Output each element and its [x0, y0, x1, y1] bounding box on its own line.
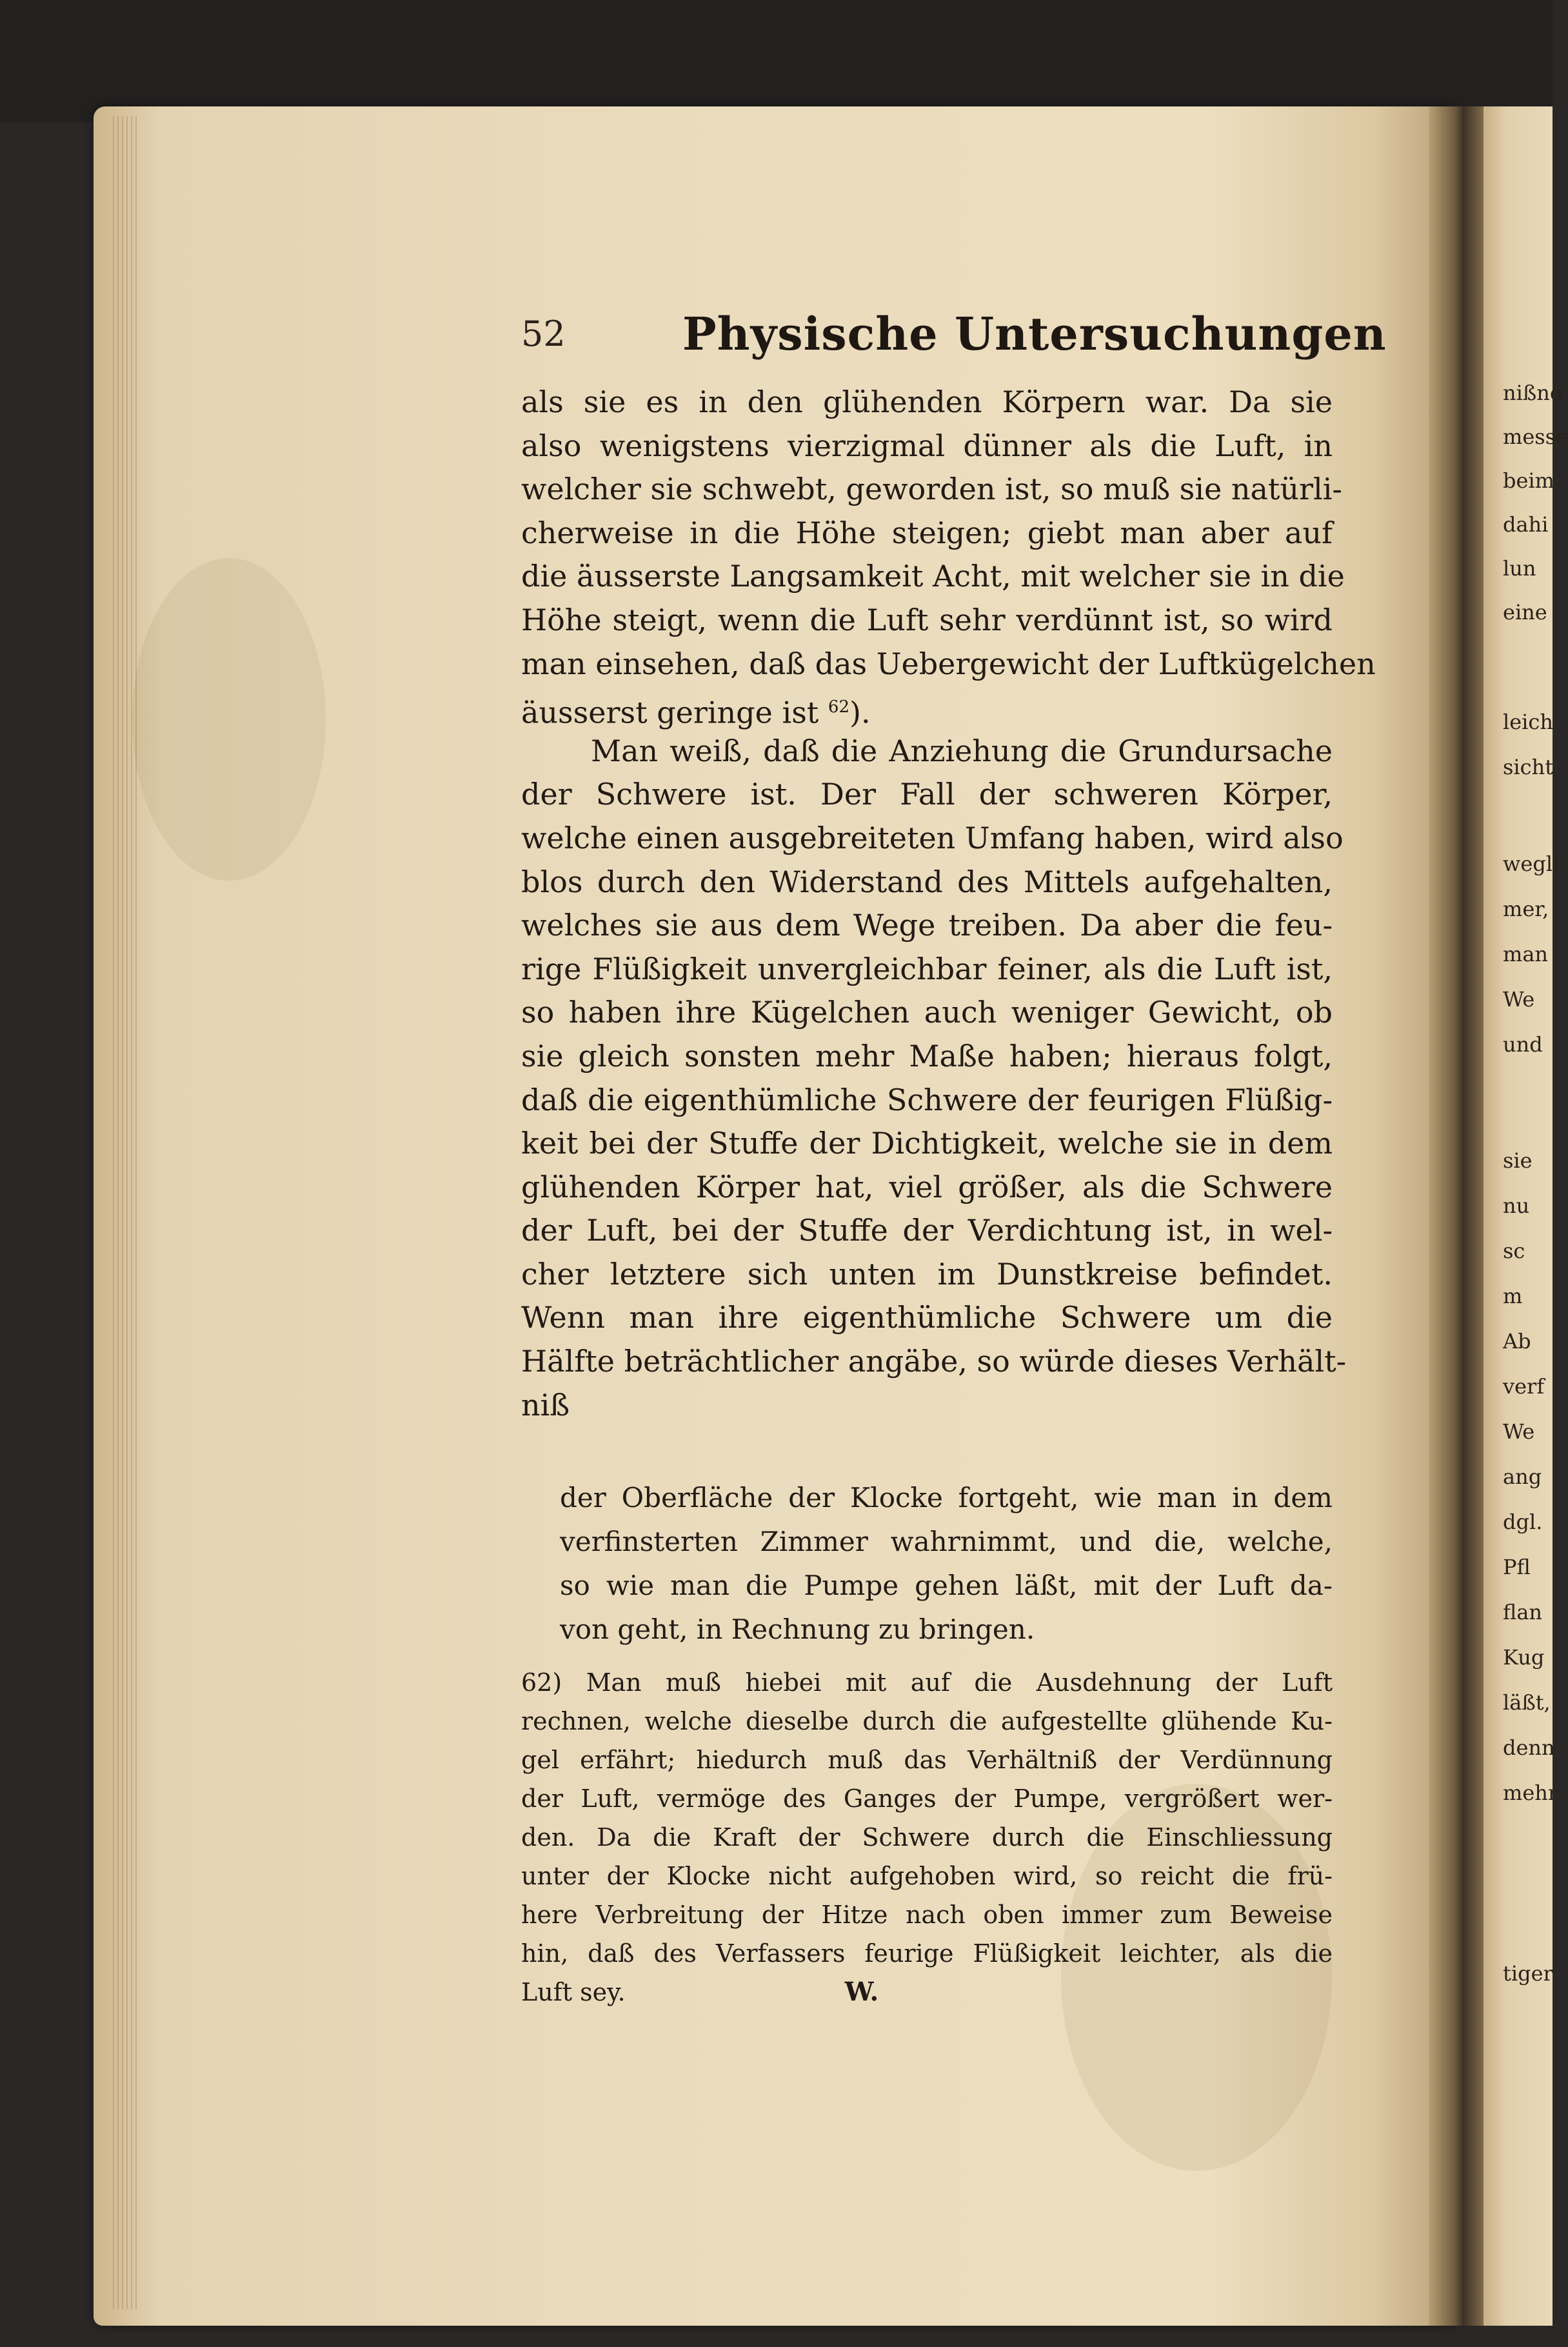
running-head: Physische Untersuchungen [682, 307, 1387, 361]
margin-fragment: und [1503, 1032, 1543, 1057]
margin-fragment: messe [1503, 424, 1568, 449]
margin-fragment: We [1503, 1419, 1535, 1444]
footnote-line: 62) Man muß hiebei mit auf die Ausdehnung der Luft [521, 1668, 1333, 1697]
margin-fragment: verf [1503, 1374, 1545, 1399]
margin-fragment: mer, [1503, 897, 1549, 921]
margin-fragment: tiger [1503, 1961, 1553, 1986]
margin-fragment: nu [1503, 1193, 1530, 1218]
text-line: welche einen ausgebreiteten Umfang haben, wird also [521, 820, 1344, 855]
catchword: niß [521, 1387, 570, 1423]
margin-fragment: sc [1503, 1239, 1525, 1263]
text-line: rige Flüßigkeit unvergleichbar feiner, als die Luft ist, [521, 951, 1333, 986]
footnote-line: so wie man die Pumpe gehen läßt, mit der Luft da- [560, 1570, 1333, 1601]
footnote-ref: 62 [828, 697, 849, 717]
text-fragment: ). [849, 695, 871, 730]
margin-fragment: Pfl [1503, 1555, 1531, 1579]
footnote-line: hin, daß des Verfassers feurige Flüßigkeit leichter, als die [521, 1939, 1333, 1968]
margin-fragment: sie [1503, 1148, 1533, 1173]
footnote-line: von geht, in Rechnung zu bringen. [560, 1613, 1035, 1645]
text-line: Man weiß, daß die Anziehung die Grundursache [591, 733, 1333, 768]
margin-fragment: ang [1503, 1464, 1542, 1489]
margin-fragment: dgl. [1503, 1510, 1543, 1534]
text-line: Wenn man ihre eigenthümliche Schwere um die [521, 1300, 1333, 1335]
book-gutter [1429, 106, 1487, 2326]
margin-fragment: sicht [1503, 755, 1554, 779]
text-line: als sie es in den glühenden Körpern war. Da sie [521, 385, 1333, 419]
page-edges [113, 116, 139, 2310]
text-line: cherweise in die Höhe steigen; giebt man aber auf [521, 515, 1333, 550]
footnote-line-last [521, 1973, 1333, 2012]
text-line: sie gleich sonsten mehr Maße haben; hieraus folgt, [521, 1038, 1333, 1074]
footnote-line: rechnen, welche dieselbe durch die aufgestellte glühende Ku- [521, 1707, 1333, 1735]
text-line: Hälfte beträchtlicher angäbe, so würde dieses Verhält- [521, 1344, 1347, 1379]
text-line: der Luft, bei der Stuffe der Verdichtung ist, in wel- [521, 1213, 1333, 1248]
footnote-line: den. Da die Kraft der Schwere durch die Einschliessung [521, 1823, 1333, 1852]
margin-fragment: lun [1503, 556, 1536, 581]
margin-fragment: mehr [1503, 1781, 1558, 1805]
margin-fragment: m [1503, 1284, 1523, 1308]
margin-fragment: läßt, [1503, 1690, 1551, 1715]
page-header [521, 303, 1387, 365]
footnote-line: gel erfährt; hiedurch muß das Verhältniß der Verdünnung [521, 1746, 1333, 1774]
text-line: blos durch den Widerstand des Mittels aufgehalten, [521, 864, 1333, 899]
text-fragment: äusserst geringe ist [521, 695, 819, 730]
margin-fragment: denn [1503, 1735, 1555, 1760]
text-line: Höhe steigt, wenn die Luft sehr verdünnt ist, so wird [521, 602, 1333, 637]
margin-fragment: man [1503, 942, 1549, 966]
translator-signature: W. [844, 1977, 879, 2007]
text-line: keit bei der Stuffe der Dichtigkeit, welche sie in dem [521, 1126, 1333, 1161]
main-text [521, 381, 1376, 1427]
text-line: daß die eigenthümliche Schwere der feurigen Flüßig- [521, 1082, 1333, 1117]
text-line-last [521, 686, 1333, 730]
margin-fragment: eine [1503, 600, 1547, 624]
margin-fragment: We [1503, 987, 1535, 1012]
margin-fragment: flan [1503, 1600, 1543, 1624]
text-line: also wenigstens vierzigmal dünner als die Luft, in [521, 428, 1333, 463]
text-line: die äusserste Langsamkeit Acht, mit welcher sie in die [521, 559, 1345, 594]
footnote-line: verfinsterten Zimmer wahrnimmt, und die, welche, [560, 1526, 1333, 1557]
text-line: der Schwere ist. Der Fall der schweren Körper, [521, 777, 1333, 812]
margin-fragment: nißno [1503, 381, 1563, 405]
text-line: welcher sie schwebt, geworden ist, so muß sie natürli- [521, 472, 1342, 507]
background-top [0, 0, 1553, 123]
footnote-line: der Luft, vermöge des Ganges der Pumpe, vergrößert wer- [521, 1784, 1333, 1813]
margin-fragment: dahi [1503, 512, 1549, 537]
footnote-line: unter der Klocke nicht aufgehoben wird, so reicht die frü- [521, 1862, 1333, 1890]
margin-fragment: Ab [1503, 1329, 1531, 1353]
footnote-line: here Verbreitung der Hitze nach oben immer zum Beweise [521, 1901, 1333, 1929]
margin-fragment: beim [1503, 468, 1554, 493]
footnote-62 [521, 1663, 1333, 2012]
margin-fragment: leich [1503, 710, 1553, 734]
text-line: cher letztere sich unten im Dunstkreise befindet. [521, 1256, 1333, 1292]
text-line: glühenden Körper hat, viel größer, als die Schwere [521, 1169, 1333, 1204]
footnote-line: der Oberfläche der Klocke fortgeht, wie man in dem [560, 1482, 1333, 1513]
margin-fragment: Kug [1503, 1645, 1545, 1670]
text-line: so haben ihre Kügelchen auch weniger Gewicht, ob [521, 995, 1333, 1030]
margin-fragment: wegli [1503, 852, 1560, 876]
text-line: man einsehen, daß das Uebergewicht der Luftkügelchen [521, 646, 1376, 681]
paper-stain [132, 558, 326, 881]
page-number: 52 [521, 314, 566, 354]
footnote-continued [560, 1476, 1333, 1652]
text-fragment: Luft sey. [521, 1978, 626, 2006]
text-line: welches sie aus dem Wege treiben. Da aber die feu- [521, 908, 1333, 943]
